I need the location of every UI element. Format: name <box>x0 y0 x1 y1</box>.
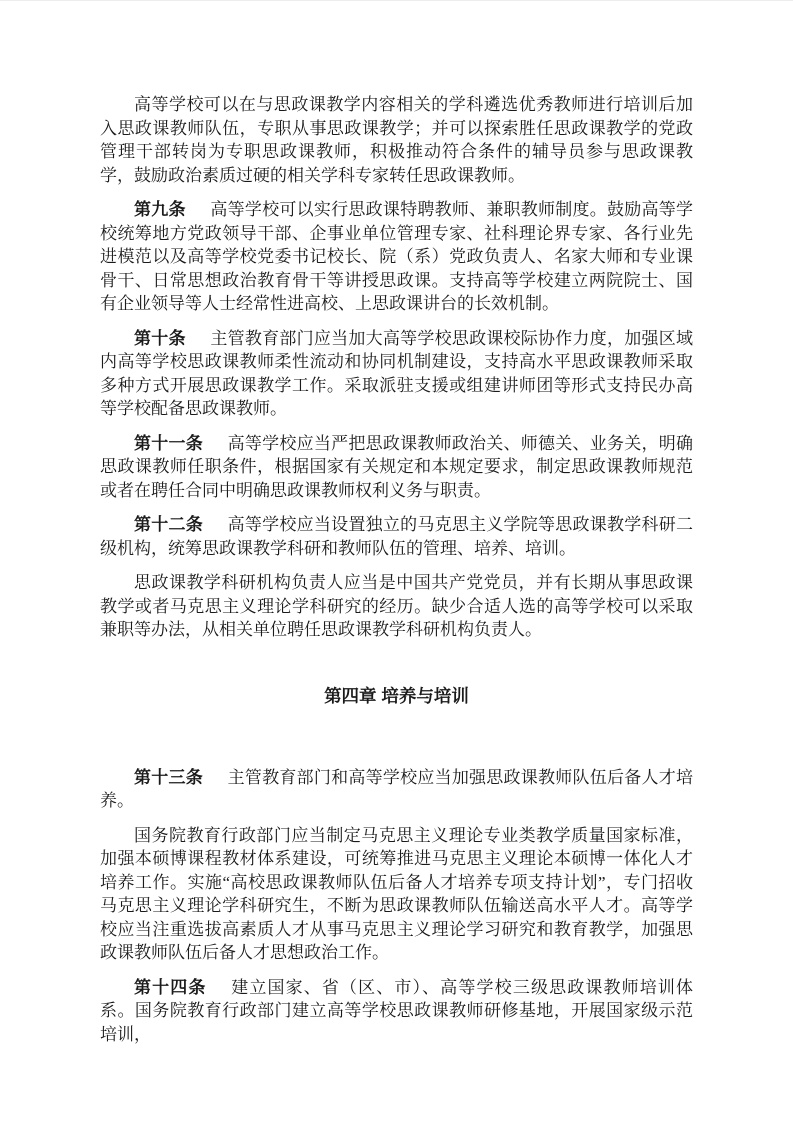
paragraph-text: 主管教育部门和高等学校应当加强思政课教师队伍后备人才培养。 <box>100 767 694 810</box>
article-paragraph <box>100 766 693 813</box>
article-number: 第九条 <box>134 200 186 219</box>
paragraph-text: 高等学校可以实行思政课特聘教师、兼职教师制度。鼓励高等学校统筹地方党政领导干部、企事业单位管理专家、社科理论界专家、各行业先进模范以及高等学校党委书记校长、院（系）党政负责人、名家大师和专业课骨干、日常思想政治教育骨干等讲授思政课。支持高等学校建立两院院士、国有企业领导等人士经常性进高校、上思政课讲台的长效机制。 <box>100 200 694 313</box>
body-paragraph <box>100 571 693 642</box>
paragraph-text: 思政课教学科研机构负责人应当是中国共产党党员，并有长期从事思政课教学或者马克思主义理论学科研究的经历。缺少合适人选的高等学校可以采取兼职等办法，从相关单位聘任思政课教学科研机构负责人。 <box>100 573 693 639</box>
chapter-heading: 第四章 培养与培训 <box>324 685 469 706</box>
article-number: 第十条 <box>134 328 186 348</box>
article-paragraph <box>100 198 693 316</box>
article-number: 第十四条 <box>134 977 207 997</box>
paragraph-text: 高等学校应当设置独立的马克思主义学院等思政课教学科研二级机构，统筹思政课教学科研和教师队伍的管理、培养、培训。 <box>100 515 694 558</box>
paragraph-text: 主管教育部门应当加大高等学校思政课校际协作力度，加强区域内高等学校思政课教师柔性流动和协同机制建设，支持高水平思政课教师采取多种方式开展思政课教学工作。采取派驻支援或组建讲师团等形式支持民办高等学校配备思政课教师。 <box>100 328 694 418</box>
article-paragraph <box>100 976 693 1047</box>
paragraph-text: 高等学校应当严把思政课教师政治关、师德关、业务关，明确思政课教师任职条件，根据国家有关规定和本规定要求，制定思政课教师规范或者在聘任合同中明确思政课教师权利义务与职责。 <box>100 433 694 500</box>
document-content <box>100 1 693 1057</box>
paragraph-text: 国务院教育行政部门应当制定马克思主义理论专业类教学质量国家标准，加强本硕博课程教材体系建设，可统筹推进马克思主义理论本硕博一体化人才培养工作。实施“高校思政课教师队伍后备人才培养专项支持计划”，专门招收马克思主义理论学科研究生，不断为思政课教师队伍输送高水平人才。高等学校应当注重选拔高素质人才从事马克思主义理论学习研究和教育教学，加强思政课教师队伍后备人才思想政治工作。 <box>100 825 693 962</box>
paragraph-text: 高等学校可以在与思政课教学内容相关的学科遴选优秀教师进行培训后加入思政课教师队伍，专职从事思政课教学；并可以探索胜任思政课教学的党政管理干部转岗为专职思政课教师，积极推动符合条件的辅导员参与思政课教学，鼓励政治素质过硬的相关学科专家转任思政课教师。 <box>100 95 693 185</box>
article-paragraph <box>100 432 693 503</box>
article-number: 第十二条 <box>134 515 203 534</box>
article-number: 第十一条 <box>134 433 203 453</box>
body-paragraph <box>100 93 693 187</box>
paragraph-text: 建立国家、省（区、市）、高等学校三级思政课教师培训体系。国务院教育行政部门建立高等学校思政课教师研修基地，开展国家级示范培训， <box>100 977 694 1044</box>
article-number: 第十三条 <box>134 767 203 787</box>
body-paragraph <box>100 824 693 965</box>
article-paragraph <box>100 513 693 560</box>
article-paragraph <box>100 327 693 421</box>
